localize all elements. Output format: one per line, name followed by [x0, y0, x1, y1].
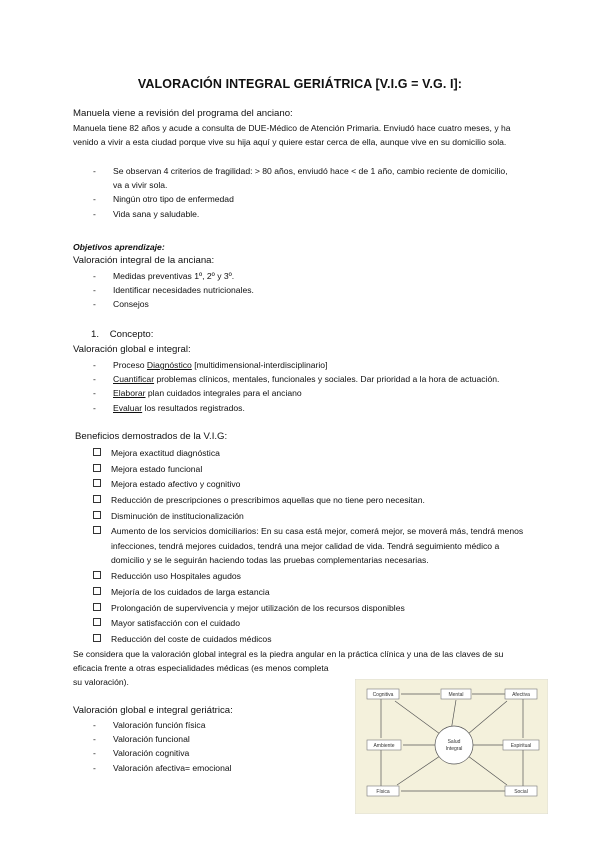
checklist-item: Reducción de prescripciones o prescribimos aquellas que no tiene pero necesitan.: [93, 493, 533, 508]
checklist-item: Mejora exactitud diagnóstica: [93, 446, 533, 461]
checkbox[interactable]: [93, 479, 101, 487]
section-title: Concepto:: [109, 329, 154, 340]
list-item: - Vida sana y saludable.: [93, 207, 513, 221]
checkbox[interactable]: [93, 464, 101, 472]
center-circle: [435, 726, 473, 764]
checklist-item: Disminución de institucionalización: [93, 509, 533, 524]
conclusion-line: su valoración).: [73, 677, 129, 687]
section-number: 1.: [91, 329, 100, 340]
node-afectiva: Afectiva: [512, 692, 530, 698]
node-ambiente: Ambiente: [373, 743, 395, 749]
checkbox[interactable]: [93, 448, 101, 456]
conclusion-line: eficacia frente a otras especialidades médicas (es menos completa: [73, 663, 329, 673]
checkbox[interactable]: [93, 587, 101, 595]
checklist-item: Reducción uso Hospitales agudos: [93, 569, 533, 584]
list-item: - Elaborar plan cuidados integrales para el anciano: [93, 386, 533, 400]
list-item: - Consejos: [93, 297, 513, 311]
list-item: - Valoración afectiva= emocional: [93, 761, 333, 775]
checkbox[interactable]: [93, 618, 101, 626]
global-list: [93, 718, 333, 775]
checklist-item: Mejora estado afectivo y cognitivo: [93, 477, 533, 492]
beneficios-checklist: [93, 446, 533, 648]
objetivos-heading: Objetivos aprendizaje:: [73, 242, 165, 252]
page-title: VALORACIÓN INTEGRAL GERIÁTRICA [V.I.G = V.G. I]:: [137, 77, 463, 91]
checkbox[interactable]: [93, 571, 101, 579]
conclusion-line: Se considera que la valoración global integral es la piedra angular en la práctica clínica y una de las claves de su: [73, 649, 504, 659]
list-item: - Identificar necesidades nutricionales.: [93, 283, 513, 297]
checkbox[interactable]: [93, 603, 101, 611]
checklist-item: Prolongación de supervivencia y mejor utilización de los recursos disponibles: [93, 601, 533, 616]
center-label-2: Integral: [445, 746, 463, 752]
checklist-item: Mejora estado funcional: [93, 462, 533, 477]
checkbox[interactable]: [93, 634, 101, 642]
intro-paragraph: Manuela tiene 82 años y acude a consulta de DUE-Médico de Atención Primaria. Enviudó hace cuatro meses, y ha venido a vivir a esta ciudad porque vive su hija aquí y quiere estar cerca de ella, aunque vive en su domicilio sola.: [73, 123, 511, 148]
list-item: - Cuantificar problemas clínicos, mentales, funcionales y sociales. Dar prioridad a la hora de actuación.: [93, 372, 533, 386]
concepto-heading: [91, 328, 561, 342]
checklist-item: Aumento de los servicios domiciliarios: En su casa está mejor, comerá mejor, se moverá más, tendrá menos infecciones, tendrá mejores cuidados, tendrá una mejor calidad de vida. Tendrá seguimiento médico a domicilio y se le seguirán haciendo todas las pruebas complementarias necesarias.: [93, 524, 533, 568]
list-item: - Medidas preventivas 1º, 2º y 3º.: [93, 269, 513, 283]
list-item: - Valoración cognitiva: [93, 746, 333, 760]
beneficios-heading: Beneficios demostrados de la V.I.G:: [75, 431, 228, 442]
list-item: - Se observan 4 criterios de fragilidad: > 80 años, enviudó hace < de 1 año, cambio reciente de domicilio, va a vivir sola.: [93, 164, 513, 192]
salud-integral-diagram: [355, 679, 548, 814]
center-label-1: Salud: [447, 739, 461, 745]
objetivos-list: [93, 269, 513, 312]
list-item: - Evaluar los resultados registrados.: [93, 401, 533, 415]
checklist-item: Reducción del coste de cuidados médicos: [93, 632, 533, 647]
list-item: - Ningún otro tipo de enfermedad: [93, 192, 513, 206]
checkbox[interactable]: [93, 511, 101, 519]
concepto-list: [93, 358, 533, 415]
intro-bullet-list: [93, 164, 513, 221]
node-fisica: Física: [376, 789, 390, 795]
intro-line: Manuela viene a revisión del programa del anciano:: [73, 108, 293, 119]
node-mental: Mental: [448, 692, 464, 698]
list-item: - Valoración función física: [93, 718, 333, 732]
checkbox[interactable]: [93, 526, 101, 534]
list-item: - Valoración funcional: [93, 732, 333, 746]
checkbox[interactable]: [93, 495, 101, 503]
node-espiritual: Espiritual: [510, 743, 532, 749]
concepto-subheading: Valoración global e integral:: [73, 344, 191, 355]
node-social: Social: [514, 789, 528, 795]
node-cognitiva: Cognitiva: [372, 692, 394, 698]
objetivos-subheading: Valoración integral de la anciana:: [73, 255, 215, 266]
checklist-item: Mejoría de los cuidados de larga estancia: [93, 585, 533, 600]
global-heading: Valoración global e integral geriátrica:: [73, 705, 233, 716]
diagram-svg: [355, 679, 548, 814]
list-item: - Proceso Diagnóstico [multidimensional-interdisciplinario]: [93, 358, 533, 372]
checklist-item: Mayor satisfacción con el cuidado: [93, 616, 533, 631]
